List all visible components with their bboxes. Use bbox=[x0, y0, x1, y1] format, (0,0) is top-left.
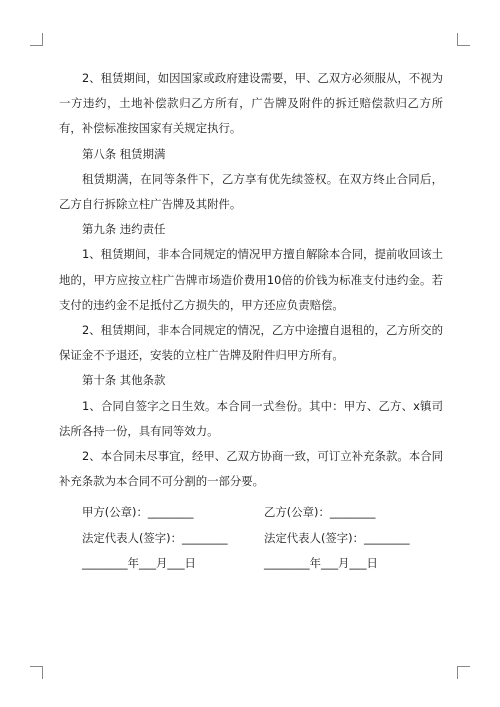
party-a-date-line: ________年___月___日 bbox=[82, 555, 196, 570]
party-b-seal-line: 乙方(公章)：________ bbox=[264, 505, 376, 520]
party-b-representative-line: 法定代表人(签字)：________ bbox=[264, 530, 410, 545]
paragraph-article-9-item-1: 1、租赁期间，非本合同规定的情况甲方擅自解除本合同，提前收回该土地的，甲方应按立柱广告牌市场造价费用10倍的价钱为标准支付违约金。若支付的违约金不足抵付乙方损失的，甲方还应负责赔偿。 bbox=[59, 247, 443, 312]
paragraph-article-10-item-1: 1、合同自签字之日生效。本合同一式叁份。其中：甲方、乙方、x镇司法所各持一份，具有同等效力。 bbox=[59, 398, 443, 438]
paragraph-article-9-item-2: 2、租赁期间，非本合同规定的情况，乙方中途擅自退租的，乙方所交的保证金不予退还，安装的立柱广告牌及附件归甲方所有。 bbox=[59, 323, 443, 363]
heading-article-10: 第十条 其他条款 bbox=[82, 373, 166, 388]
paragraph-clause-7-item-2: 2、租赁期间，如因国家或政府建设需要，甲、乙双方必须服从，不视为一方违约，土地补偿款归乙方所有，广告牌及附件的拆迁赔偿款归乙方所有，补偿标准按国家有关规定执行。 bbox=[59, 71, 443, 136]
heading-article-8: 第八条 租赁期满 bbox=[82, 146, 166, 161]
page-corner-mark-top-left bbox=[30, 33, 43, 46]
paragraph-article-8: 租赁期满，在同等条件下，乙方享有优先续签权。在双方终止合同后，乙方自行拆除立柱广告牌及其附件。 bbox=[59, 171, 443, 212]
party-a-representative-line: 法定代表人(签字)：________ bbox=[82, 530, 228, 545]
signature-row-seal bbox=[59, 500, 443, 525]
document-body bbox=[59, 66, 443, 576]
party-b-date-line: ________年___月___日 bbox=[264, 555, 378, 570]
page-corner-mark-bottom-left bbox=[30, 666, 43, 679]
page-corner-mark-top-right bbox=[457, 33, 470, 46]
page-corner-mark-bottom-right bbox=[457, 666, 470, 679]
signature-row-date bbox=[59, 551, 443, 576]
signature-row-representative bbox=[59, 526, 443, 551]
party-a-seal-line: 甲方(公章)：________ bbox=[82, 505, 194, 520]
heading-article-9: 第九条 违约责任 bbox=[82, 222, 166, 237]
paragraph-article-10-item-2: 2、本合同未尽事宜，经甲、乙双方协商一致，可订立补充条款。本合同补充条款为本合同不可分割的一部分要。 bbox=[59, 449, 443, 489]
